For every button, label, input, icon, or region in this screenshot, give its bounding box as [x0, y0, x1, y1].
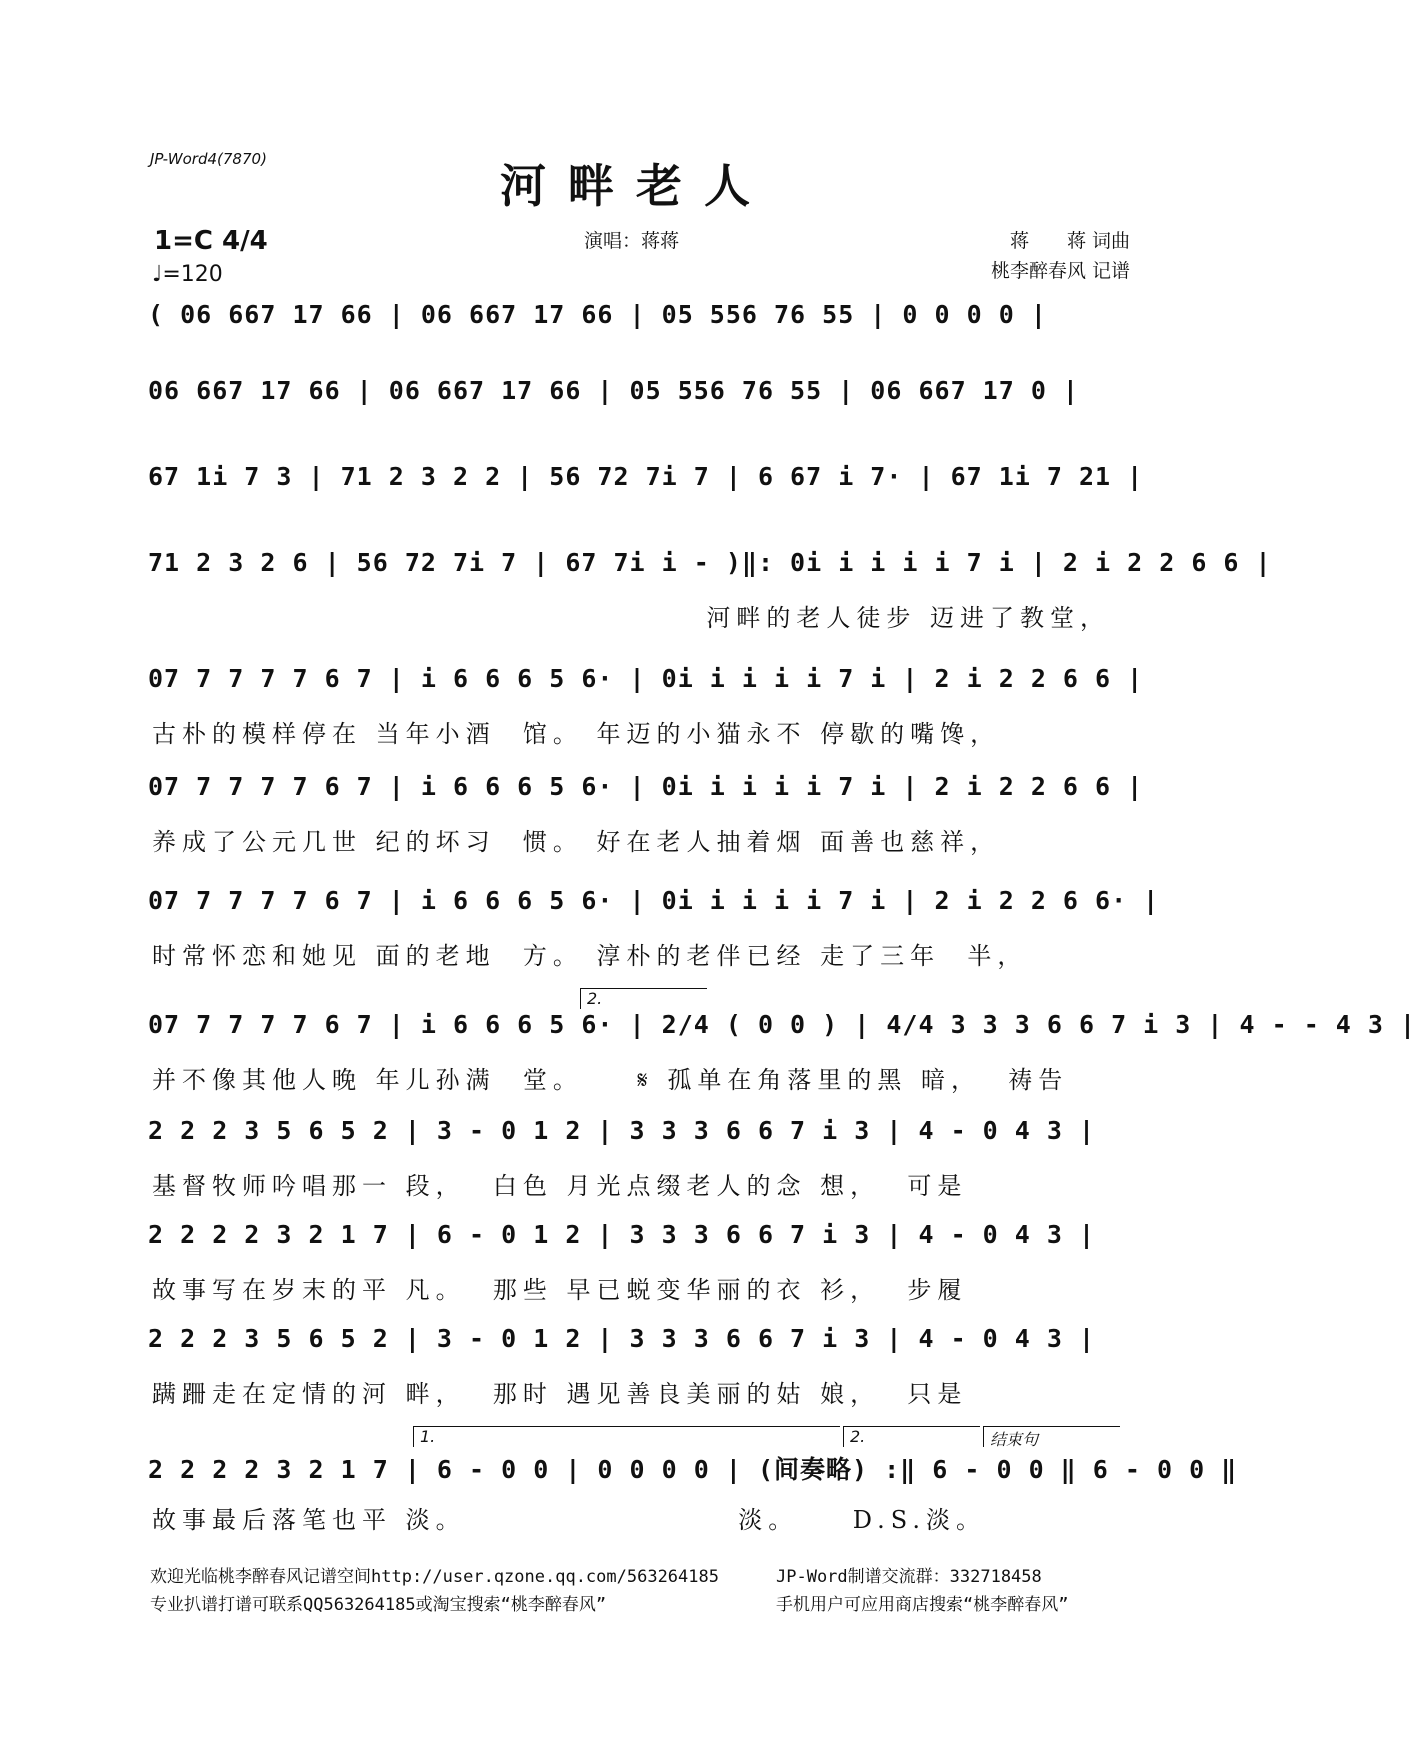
- score-line-11: [148, 1324, 1128, 1434]
- score-line-4: [148, 548, 1272, 658]
- lyrics: 故事最后落笔也平 淡。 淡。 D.S.淡。: [152, 1506, 986, 1534]
- singer-credit: 演唱：蒋蒋: [584, 230, 680, 252]
- notation: 2 2 2 2 3 2 1 7 | 6 - 0 0 | 0 0 0 0 | (间奏略) :‖ 6 - 0 0 ‖ 6 - 0 0 ‖: [148, 1455, 1238, 1484]
- notation: 07 7 7 7 7 6 7 | i 6 6 6 5 6· | 2/4 ( 0 0 ) | 4/4 3 3 3 6 6 7 i 3 | 4 - - 4 3 |: [148, 1010, 1416, 1039]
- score-line-12: [148, 1427, 1238, 1560]
- lyrics: 时常怀恋和她见 面的老地 方。 淳朴的老伴已经 走了三年 半，: [152, 942, 1028, 970]
- notation: 07 7 7 7 7 6 7 | i 6 6 6 5 6· | 0i i i i i 7 i | 2 i 2 2 6 6 |: [148, 664, 1144, 693]
- lyrics: 基督牧师吟唱那一 段， 白色 月光点缀老人的念 想， 可是: [152, 1172, 968, 1200]
- composer-credit: 蒋 蒋 词曲: [1009, 230, 1130, 252]
- notation: 07 7 7 7 7 6 7 | i 6 6 6 5 6· | 0i i i i i 7 i | 2 i 2 2 6 6· |: [148, 886, 1160, 915]
- notation: 67 1i 7 3 | 71 2 3 2 2 | 56 72 7i 7 | 6 67 i 7· | 67 1i 7 21 |: [148, 462, 1144, 491]
- volta-bracket: 1.: [413, 1426, 840, 1447]
- score-line-8: [148, 989, 1416, 1120]
- song-title: 河畔老人: [500, 159, 772, 213]
- score-line-5: [148, 664, 1144, 774]
- volta-bracket: 2.: [843, 1426, 980, 1447]
- lyrics: 并不像其他人晚 年儿孙满 堂。 𝄋 孤单在角落里的黑 暗， 祷告: [152, 1066, 1069, 1094]
- lyrics: 河畔的老人徒步 迈进了教堂，: [706, 604, 1110, 632]
- tempo-marking: ♩=120: [152, 262, 223, 287]
- footer-group: JP-Word制谱交流群：332718458: [776, 1567, 1042, 1587]
- score-line-10: [148, 1220, 1128, 1330]
- score-line-9: [148, 1116, 1128, 1226]
- notation: 07 7 7 7 7 6 7 | i 6 6 6 5 6· | 0i i i i i 7 i | 2 i 2 2 6 6 |: [148, 772, 1144, 801]
- lyrics: 故事写在岁末的平 凡。 那些 早已蜕变华丽的衣 衫， 步履: [152, 1276, 968, 1304]
- volta-bracket: 2.: [580, 988, 707, 1009]
- key-signature: 1=C 4/4: [154, 226, 268, 256]
- score-line-6: [148, 772, 1144, 882]
- lyrics: 古朴的模样停在 当年小酒 馆。 年迈的小猫永不 停歇的嘴馋，: [152, 720, 1001, 748]
- score-line-7: [148, 886, 1160, 996]
- notation: 2 2 2 2 3 2 1 7 | 6 - 0 1 2 | 3 3 3 6 6 7 i 3 | 4 - 0 4 3 |: [148, 1220, 1096, 1249]
- footer-mobile: 手机用户可应用商店搜索“桃李醉春风”: [776, 1595, 1069, 1615]
- notation: 06 667 17 66 | 06 667 17 66 | 05 556 76 55 | 06 667 17 0 |: [148, 376, 1079, 405]
- lyrics: 蹒跚走在定情的河 畔， 那时 遇见善良美丽的姑 娘， 只是: [152, 1380, 968, 1408]
- lyrics: 养成了公元几世 纪的坏习 惯。 好在老人抽着烟 面善也慈祥，: [152, 828, 1001, 856]
- footer-website: 欢迎光临桃李醉春风记谱空间http://user.qzone.qq.com/563264185: [150, 1567, 719, 1587]
- notation: 2 2 2 3 5 6 5 2 | 3 - 0 1 2 | 3 3 3 6 6 7 i 3 | 4 - 0 4 3 |: [148, 1324, 1096, 1353]
- software-label: JP-Word4(7870): [150, 150, 267, 168]
- transcriber-credit: 桃李醉春风 记谱: [990, 260, 1130, 282]
- notation: 71 2 3 2 6 | 56 72 7i 7 | 67 7i i - )‖: 0i i i i i 7 i | 2 i 2 2 6 6 |: [148, 548, 1272, 577]
- volta-bracket: 结束句: [983, 1426, 1120, 1447]
- footer-contact: 专业扒谱打谱可联系QQ563264185或淘宝搜索“桃李醉春风”: [150, 1595, 607, 1615]
- notation: ( 06 667 17 66 | 06 667 17 66 | 05 556 76 55 | 0 0 0 0 |: [148, 300, 1047, 329]
- notation: 2 2 2 3 5 6 5 2 | 3 - 0 1 2 | 3 3 3 6 6 7 i 3 | 4 - 0 4 3 |: [148, 1116, 1096, 1145]
